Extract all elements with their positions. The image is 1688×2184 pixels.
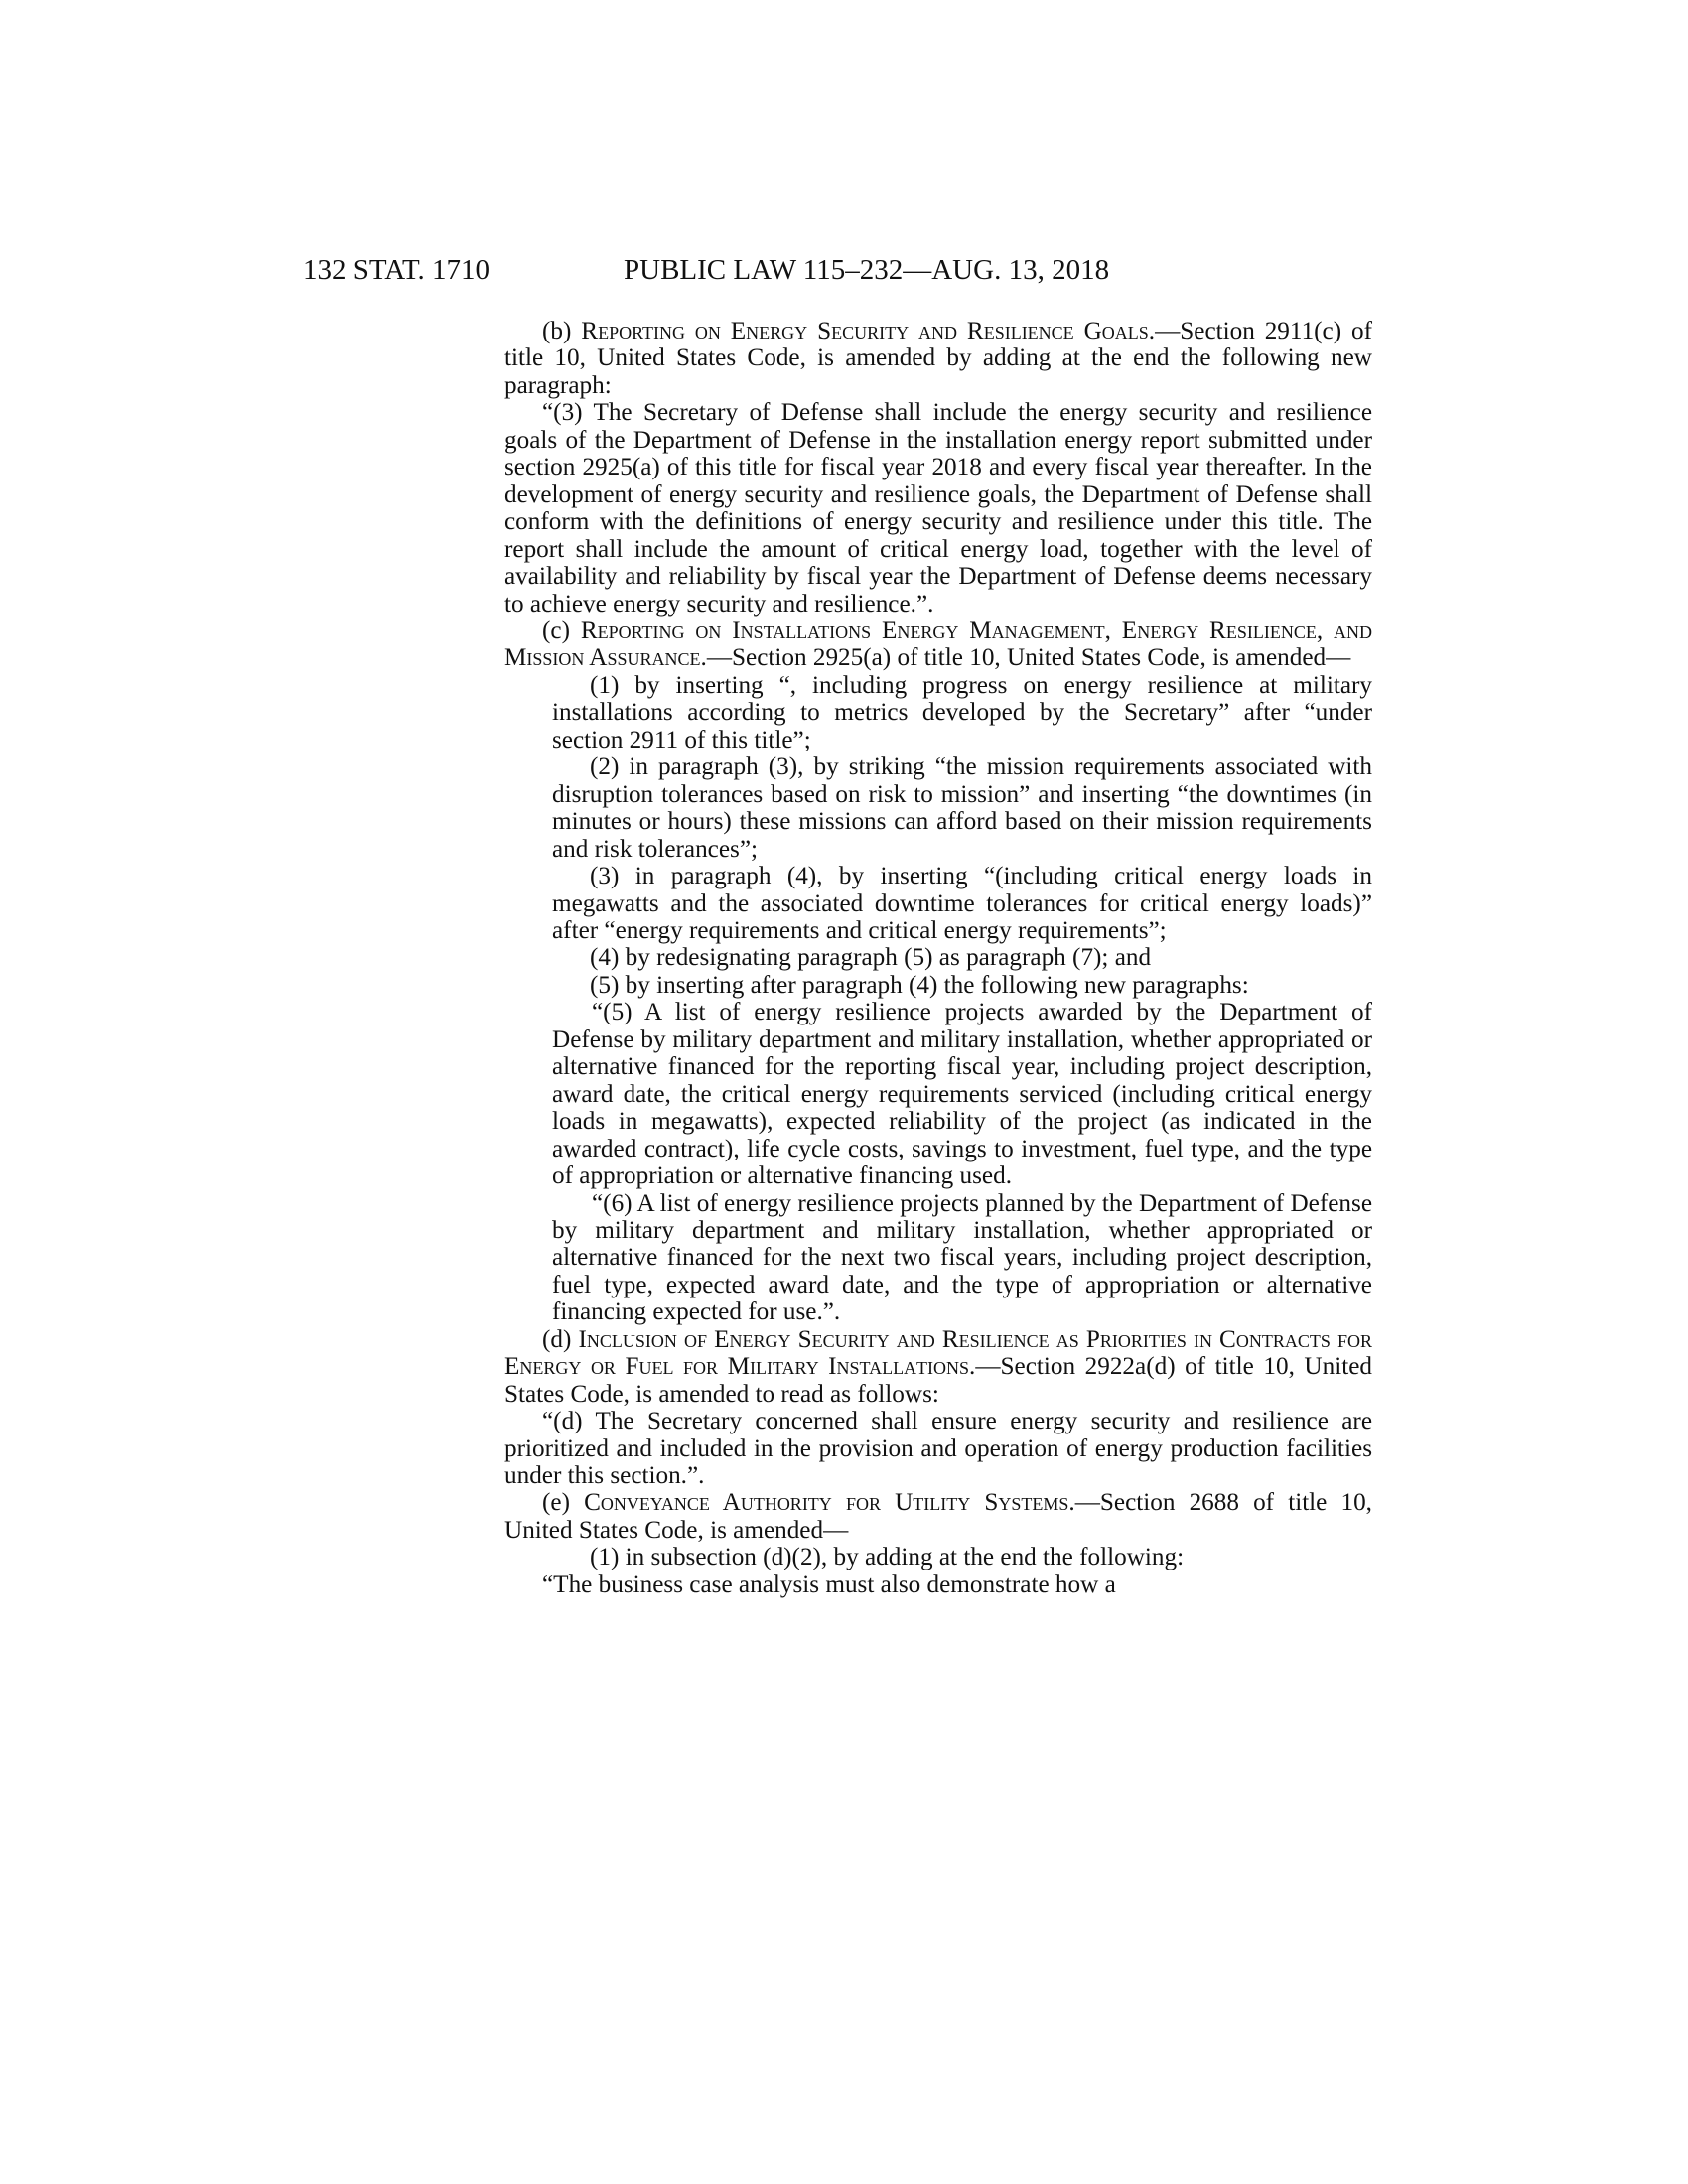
- subsection-d: [504, 1326, 1372, 1408]
- document-body: [504, 318, 1372, 1598]
- subsection-e: [504, 1489, 1372, 1544]
- quoted-subsection-d: “(d) The Secretary concerned shall ensure energy security and resilience are prioritized and included in the provision and operation of energy production facilities under this section.”.: [504, 1408, 1372, 1490]
- amendment-item-1: (1) by inserting “, including progress on energy resilience at military installations according to metrics developed by the Secretary” after “under section 2911 of this title”;: [552, 671, 1372, 753]
- subsection-c: [504, 617, 1372, 672]
- running-head: [0, 250, 1688, 290]
- subsection-c-heading: Reporting on Installations Energy Management, Energy Resilience, and Mission Assurance.: [504, 616, 1372, 672]
- stat-reference: 132 STAT. 1710: [303, 254, 491, 286]
- amendment-item-3: (3) in paragraph (4), by inserting “(including critical energy loads in megawatts and the associated downtime tolerances for critical energy loads)” after “energy requirements and critical energy requirements”;: [552, 863, 1372, 944]
- subsection-d-text: —Section 2922a(d) of title 10, United States Code, is amended to read as follows:: [504, 1353, 1372, 1408]
- amendment-item-e1: (1) in subsection (d)(2), by adding at the end the following:: [590, 1544, 1185, 1571]
- subsection-b: [504, 318, 1372, 399]
- quoted-paragraph-3: “(3) The Secretary of Defense shall include the energy security and resilience goals of the Department of Defense in the installation energy report submitted under section 2925(a) of this title for fiscal year 2018 and every fiscal year thereafter. In the development of energy security and resilience goals, the Department of Defense shall conform with the definitions of energy security and resilience under this title. The report shall include the amount of critical energy load, together with the level of availability and reliability by fiscal year the Department of Defense deems necessary to achieve energy security and resilience.”.: [504, 399, 1372, 617]
- subsection-c-text: —Section 2925(a) of title 10, United States Code, is amended—: [706, 644, 1351, 672]
- continuation-line: “The business case analysis must also demonstrate how a: [542, 1570, 1116, 1598]
- subsection-d-heading: Inclusion of Energy Security and Resilience as Priorities in Contracts for Energy or Fuel for Military Installations.: [504, 1325, 1372, 1381]
- subsection-b-heading: Reporting on Energy Security and Resilience Goals.: [581, 318, 1156, 344]
- subsection-e-label: (e): [542, 1489, 585, 1517]
- subsection-b-label: (b): [542, 318, 582, 344]
- subsection-d-label: (d): [542, 1325, 579, 1353]
- subsection-c-label: (c): [542, 616, 581, 644]
- amendment-item-4: (4) by redesignating paragraph (5) as paragraph (7); and: [590, 944, 1152, 972]
- law-title: PUBLIC LAW 115–232—AUG. 13, 2018: [624, 254, 1110, 286]
- quoted-paragraph-6: “(6) A list of energy resilience projects planned by the Department of Defense by military department and military installation, whether appropriated or alternative financed for the next two fiscal years, including project description, fuel type, expected award date, and the type of appropriation or alternative financing expected for use.”.: [552, 1189, 1372, 1326]
- subsection-b-text: —Section 2911(c) of title 10, United States Code, is amended by adding at the end the following new paragraph:: [504, 318, 1372, 399]
- amendment-item-2: (2) in paragraph (3), by striking “the mission requirements associated with disruption tolerances based on risk to mission” and inserting “the downtimes (in minutes or hours) these missions can afford based on their mission requirements and risk tolerances”;: [552, 753, 1372, 863]
- quoted-paragraph-5: “(5) A list of energy resilience projects awarded by the Department of Defense by military department and military installation, whether appropriated or alternative financed for the reporting fiscal year, including project description, award date, the critical energy requirements serviced (including critical energy loads in megawatts), expected reliability of the project (as indicated in the awarded contract), life cycle costs, savings to investment, fuel type, and the type of appropriation or alternative financing used.: [552, 999, 1372, 1190]
- subsection-e-heading: Conveyance Authority for Utility Systems.: [584, 1489, 1075, 1517]
- amendment-item-5: (5) by inserting after paragraph (4) the following new paragraphs:: [590, 971, 1249, 999]
- subsection-e-text: —Section 2688 of title 10, United States Code, is amended—: [504, 1489, 1372, 1544]
